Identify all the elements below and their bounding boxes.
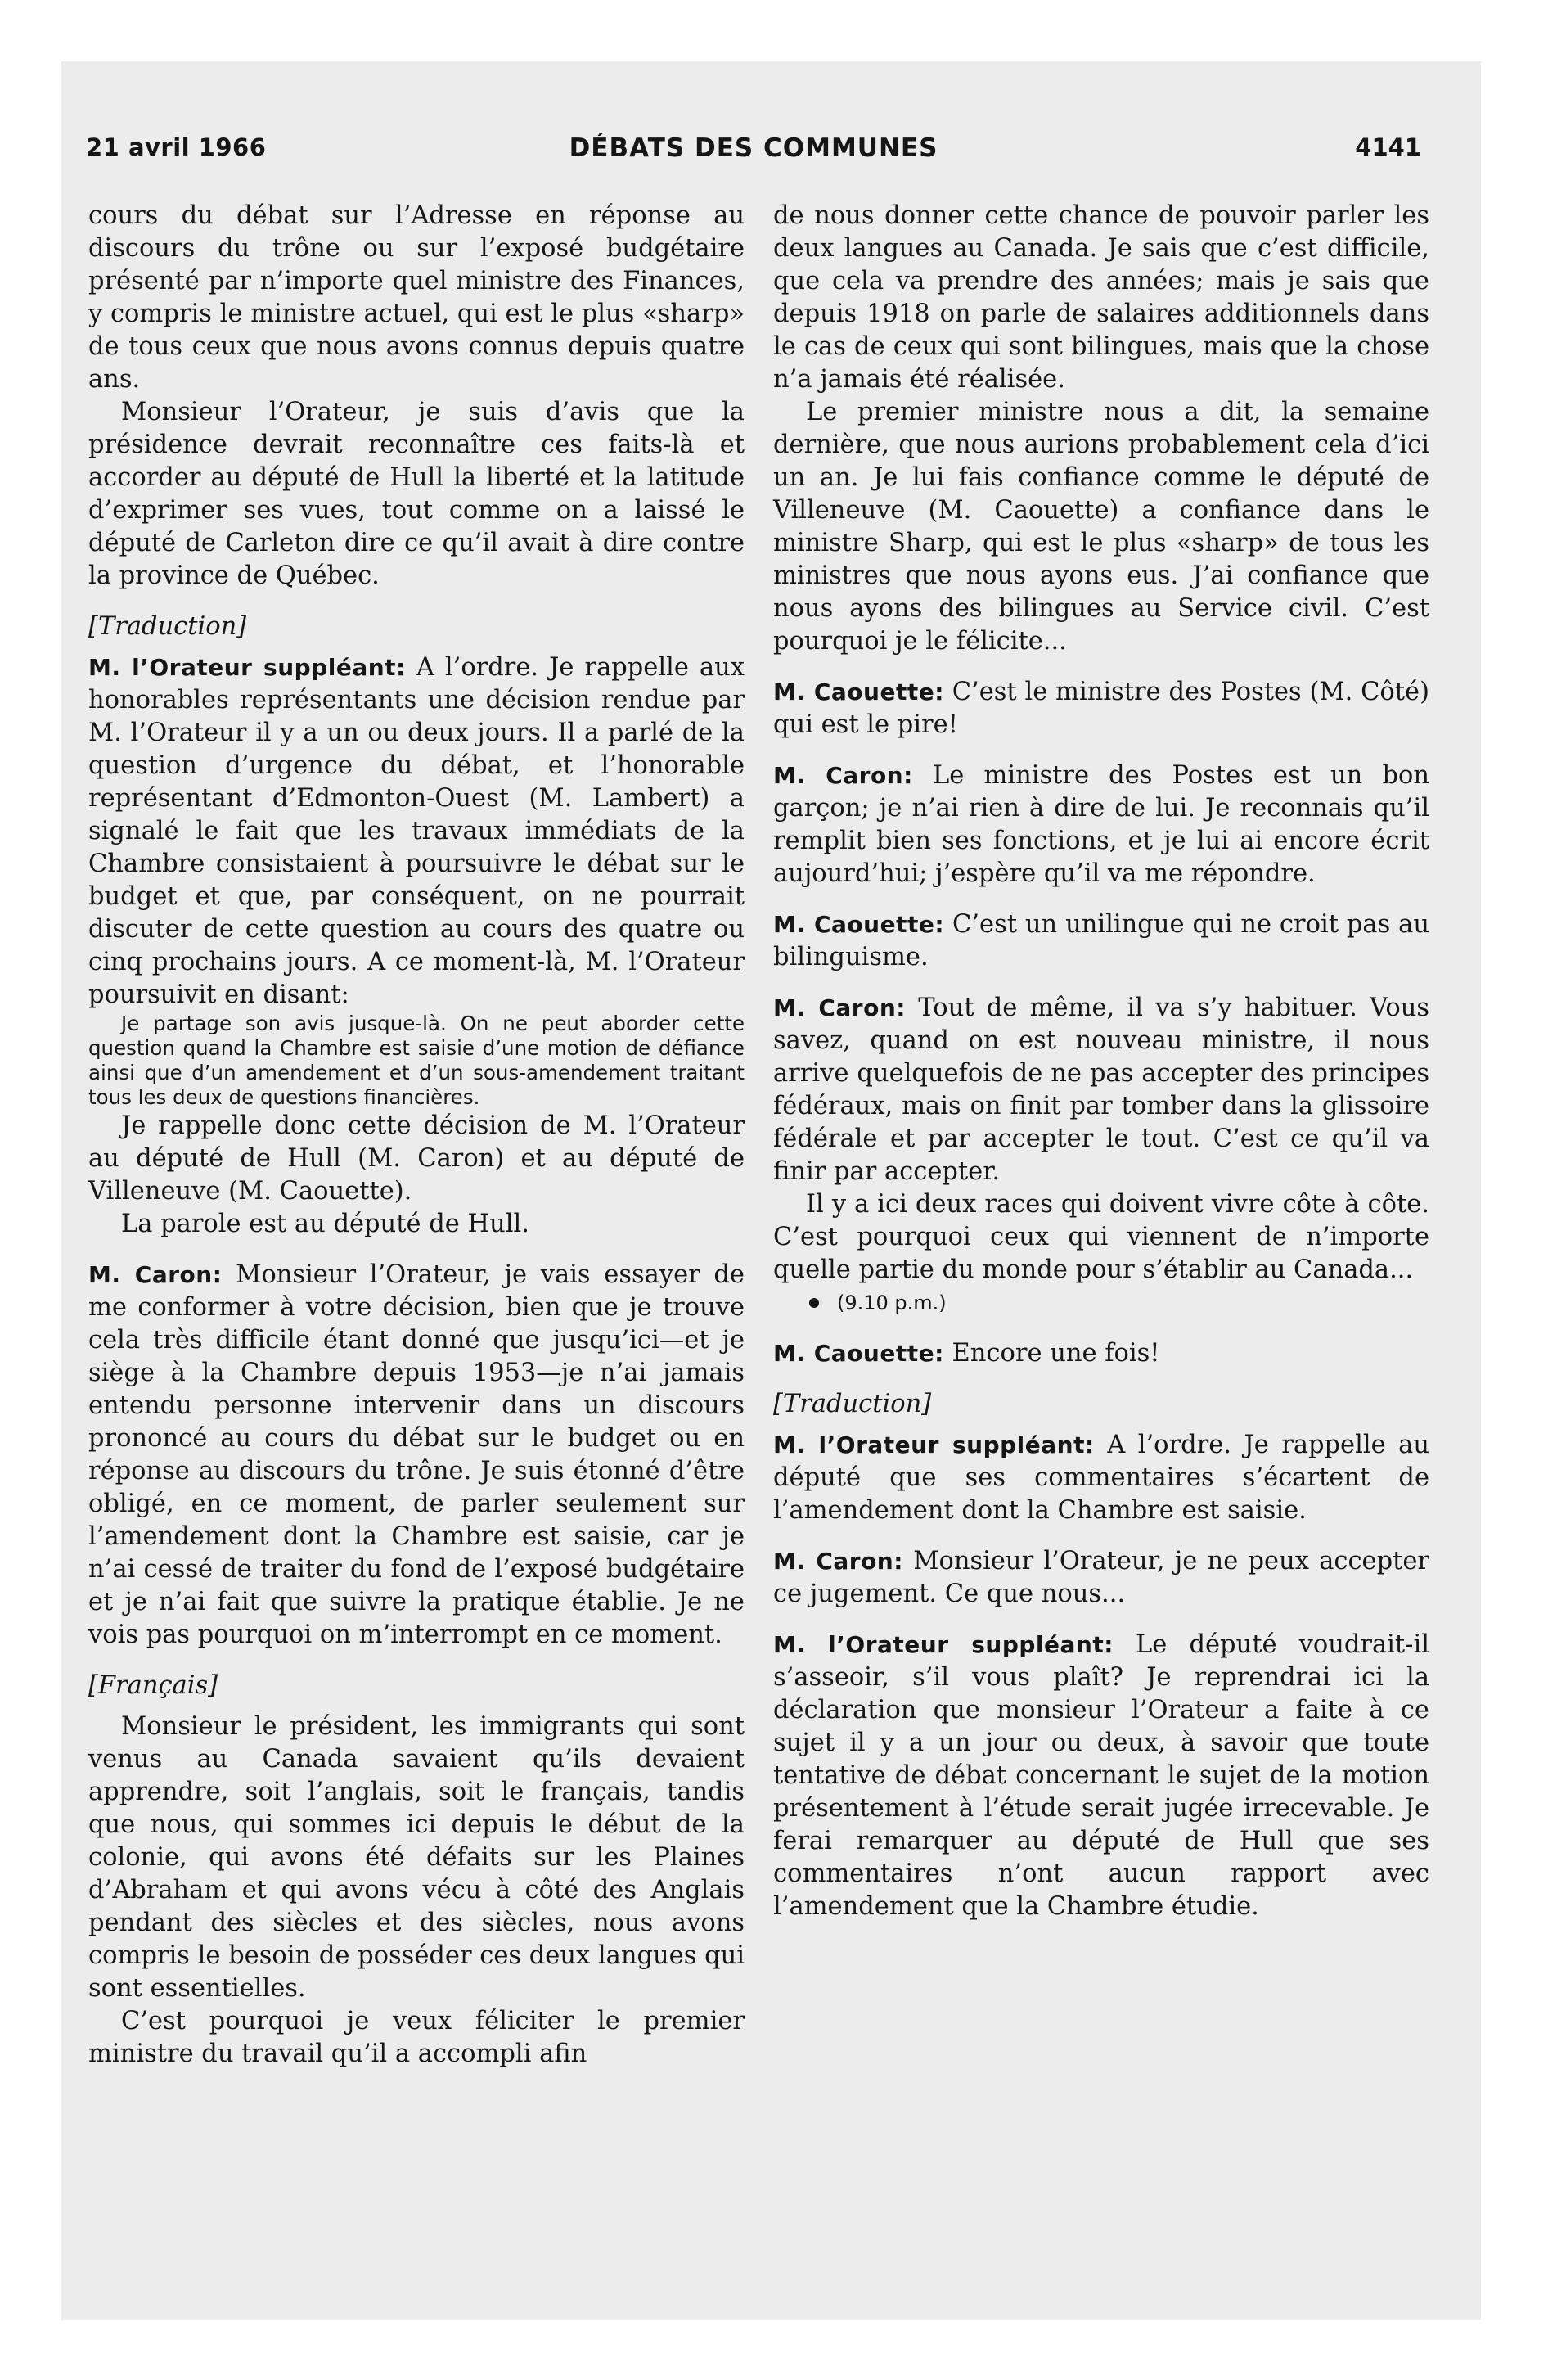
paragraph: cours du débat sur l’Adresse en réponse au discours du trône ou sur l’exposé budgétaire présenté par n’importe quel ministre des Finances, y compris le ministre actuel, qui est le plus «sharp» de tous ceux que nous avons connus depuis quatre ans. bbox=[88, 201, 745, 394]
paragraph: C’est pourquoi je veux féliciter le premier ministre du travail qu’il a accompli afin bbox=[88, 2007, 745, 2068]
speech-paragraph: M. Caron: Tout de même, il va s’y habituer. Vous savez, quand on est nouveau ministre, il nous arrive quelquefois de ne pas accepter des principes fédéraux, mais on finit par tomber dans la glissoire fédérale et par accepter le tout. C’est ce qu’il va finir par accepter. bbox=[773, 994, 1429, 1186]
speaker-name: M. Caron: bbox=[88, 1261, 223, 1288]
header-date: 21 avril 1966 bbox=[86, 133, 267, 161]
right-column bbox=[773, 200, 1429, 1923]
speech-paragraph: M. l’Orateur suppléant: A l’ordre. Je rappelle au député que ses commentaires s’écartent de l’amendement dont la Chambre est saisie. bbox=[773, 1431, 1430, 1525]
bullet-icon bbox=[809, 1298, 819, 1308]
paragraph: Je rappelle donc cette décision de M. l’Orateur au député de Hull (M. Caron) et au député de Villeneuve (M. Caouette). bbox=[88, 1111, 745, 1206]
header-title: DÉBATS DES COMMUNES bbox=[569, 133, 938, 163]
paragraph: Le premier ministre nous a dit, la semaine dernière, que nous aurions probablement cela d’ici un an. Je lui fais confiance comme le député de Villeneuve (M. Caouette) a confiance dans le ministre Sharp, qui est le plus «sharp» de tous les ministres que nous ayons eus. J’ai confiance que nous ayons des bilingues au Service civil. C’est pourquoi je le félicite... bbox=[773, 398, 1429, 656]
paragraph: Monsieur le président, les immigrants qui sont venus au Canada savaient qu’ils devaient apprendre, soit l’anglais, soit le français, tandis que nous, qui sommes ici depuis le début de la colonie, qui avons été défaits sur les Plaines d’Abraham et qui avons vécu à côté des Anglais pendant des siècles et des siècles, nous avons compris le besoin de posséder ces deux langues qui sont essentielles. bbox=[88, 1712, 745, 2003]
paragraph: de nous donner cette chance de pouvoir parler les deux langues au Canada. Je sais que c’est difficile, que cela va prendre des années; mais je sais que depuis 1918 on parle de salaires additionnels dans le cas de ceux qui sont bilingues, mais que la chose n’a jamais été réalisée. bbox=[773, 201, 1429, 394]
page-header bbox=[86, 133, 1421, 174]
speaker-name: M. Caouette: bbox=[773, 911, 945, 938]
speaker-name: M. Caouette: bbox=[773, 678, 944, 705]
speaker-name: M. l’Orateur suppléant: bbox=[773, 1631, 1114, 1658]
speech-paragraph: M. l’Orateur suppléant: A l’ordre. Je rappelle aux honorables représentants une décision rendue par M. l’Orateur il y a un ou deux jours. Il a parlé de la question d’urgence du débat, et l’honorable représentant d’Edmonton-Ouest (M. Lambert) a signalé le fait que les travaux immédiats de la Chambre consistaient à poursuivre le débat sur le budget et que, par conséquent, on ne pourrait discuter de cette question au cours des quatre ou cinq prochains jours. A ce moment-là, M. l’Orateur poursuivit en disant: bbox=[88, 653, 745, 1009]
speech-paragraph: M. Caron: Monsieur l’Orateur, je vais essayer de me conformer à votre décision, bien que je trouve cela très difficile étant donné que jusqu’ici—et je siège à la Chambre depuis 1953—je n’ai jamais entendu personne intervenir dans un discours prononcé au cours du débat sur le budget ou en réponse au discours du trône. Je suis étonné d’être obligé, en ce moment, de parler seulement sur l’amendement dont la Chambre est saisie, car je n’ai cessé de traiter du fond de l’exposé budgétaire et je n’ai fait que suivre la pratique établie. Je ne vois pas pourquoi on m’interrompt en ce moment. bbox=[88, 1260, 745, 1649]
left-column bbox=[88, 200, 745, 2071]
speaker-name: M. Caron: bbox=[773, 1548, 903, 1575]
speaker-name: M. Caron: bbox=[773, 994, 906, 1021]
language-tag: [Traduction] bbox=[773, 1390, 932, 1418]
speaker-name: M. Caron: bbox=[773, 762, 913, 789]
speech-paragraph: M. Caron: Monsieur l’Orateur, je ne peux accepter ce jugement. Ce que nous... bbox=[773, 1547, 1429, 1608]
speech-paragraph: M. Caouette: Encore une fois! bbox=[773, 1339, 1160, 1368]
paragraph: Monsieur l’Orateur, je suis d’avis que la présidence devrait reconnaître ces faits-là et accorder au député de Hull la liberté et la latitude d’exprimer ses vues, tout comme on a laissé le député de Carleton dire ce qu’il avait à dire contre la province de Québec. bbox=[88, 398, 745, 590]
paragraph: Il y a ici deux races qui doivent vivre côte à côte. C’est pourquoi ceux qui viennent de n’importe quelle partie du monde pour s’établir au Canada... bbox=[773, 1190, 1429, 1284]
speech-paragraph: M. Caouette: C’est un unilingue qui ne croit pas au bilinguisme. bbox=[773, 910, 1429, 971]
language-tag: [Traduction] bbox=[88, 612, 247, 641]
speech-paragraph: M. l’Orateur suppléant: Le député voudrait-il s’asseoir, s’il vous plaît? Je reprendrai ici la déclaration que monsieur l’Orateur a faite à ce sujet il y a un jour ou deux, à savoir que toute tentative de débat concernant le sujet de la motion présentement à l’étude serait jugée irrecevable. Je ferai remarquer au député de Hull que ses commentaires n’ont aucun rapport avec l’amendement que la Chambre étudie. bbox=[773, 1630, 1430, 1921]
paragraph: La parole est au député de Hull. bbox=[121, 1210, 529, 1238]
header-page-number: 4141 bbox=[1355, 133, 1421, 161]
block-quote: Je partage son avis jusque-là. On ne peut aborder cette question quand la Chambre est saisie d’une motion de défiance ainsi que d’un amendement et d’un sous-amendement traitant tous les deux de questions financières. bbox=[88, 1012, 745, 1109]
language-tag: [Français] bbox=[88, 1671, 218, 1700]
speaker-name: M. Caouette: bbox=[773, 1340, 944, 1367]
speech-paragraph: M. Caouette: C’est le ministre des Postes (M. Côté) qui est le pire! bbox=[773, 678, 1429, 739]
speaker-name: M. l’Orateur suppléant: bbox=[88, 654, 406, 681]
speaker-name: M. l’Orateur suppléant: bbox=[773, 1431, 1095, 1458]
speech-paragraph: M. Caron: Le ministre des Postes est un bon garçon; je n’ai rien à dire de lui. Je reconnais qu’il remplit bien ses fonctions, et je lui ai encore écrit aujourd’hui; j’espère qu’il va me répondre. bbox=[773, 761, 1429, 888]
time-marker: (9.10 p.m.) bbox=[773, 1287, 1429, 1319]
